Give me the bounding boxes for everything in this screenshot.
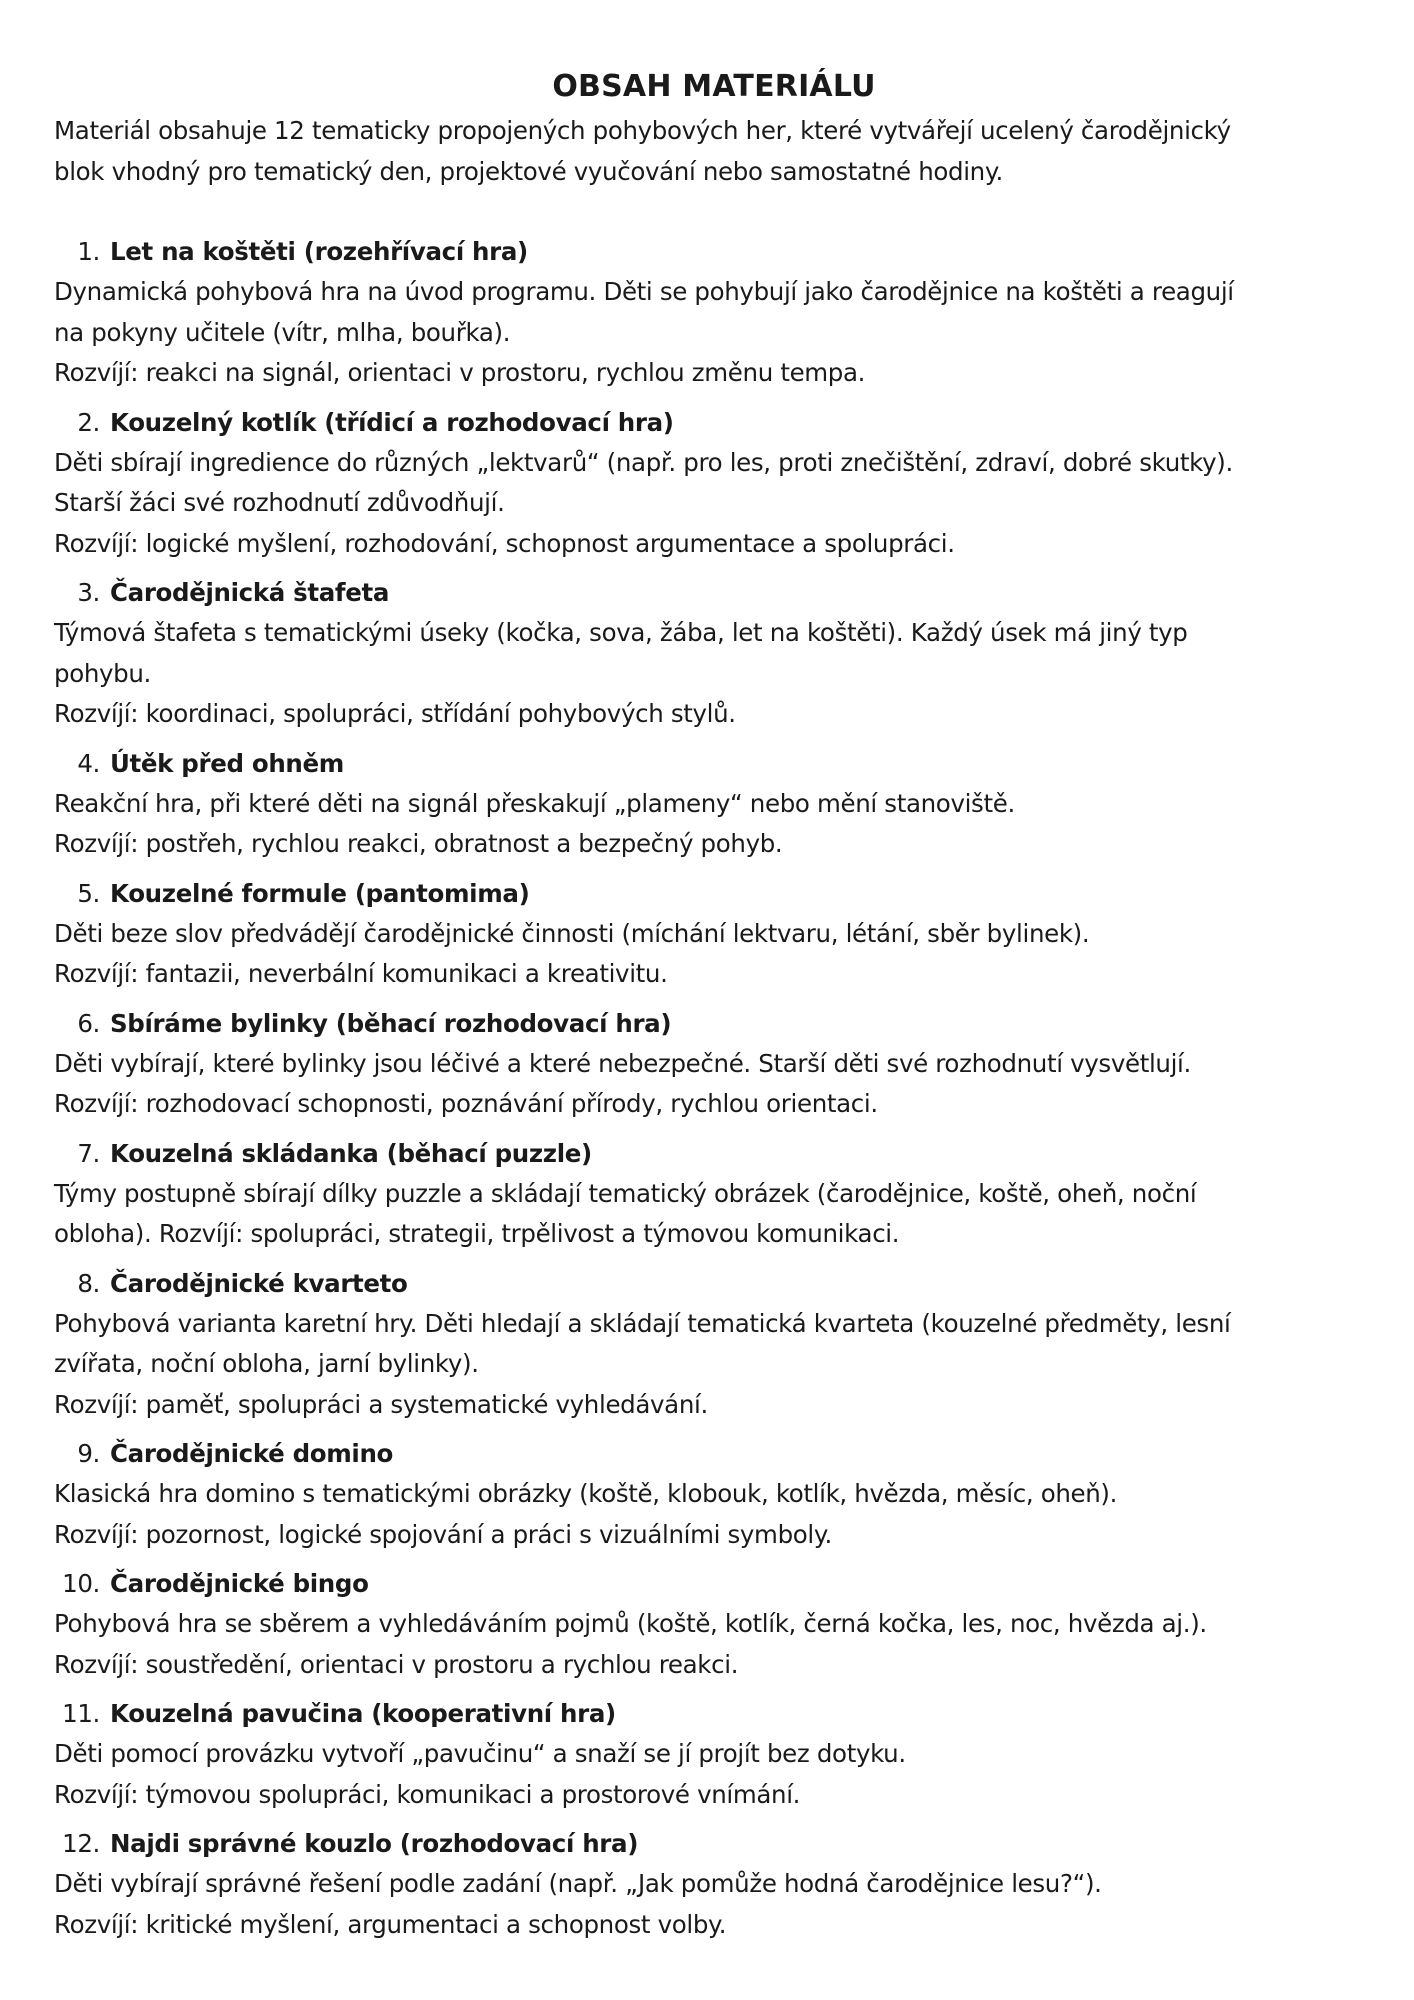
game-heading [54, 743, 1374, 784]
game-heading [54, 1003, 1374, 1044]
game-number: 2. [77, 407, 100, 437]
game-description-line: Týmy postupně sbírají dílky puzzle a skládají tematický obrázek (čarodějnice, koště, oheň, noční [54, 1178, 1197, 1208]
game-title: Útěk před ohněm [110, 748, 344, 778]
game-number: 5. [77, 878, 100, 908]
game-description-line: pohybu. [54, 658, 151, 688]
game-heading [54, 1263, 1374, 1304]
game-item-6 [54, 1003, 1374, 1125]
game-heading [54, 1693, 1374, 1734]
games-list [54, 231, 1374, 1945]
game-description-line: Rozvíjí: fantazii, neverbální komunikaci a kreativitu. [54, 959, 668, 988]
game-description-line: Rozvíjí: týmovou spolupráci, komunikaci a prostorové vnímání. [54, 1779, 801, 1809]
game-description-line: Pohybová varianta karetní hry. Děti hledají a skládají tematická kvarteta (kouzelné předměty, lesní [54, 1308, 1231, 1338]
game-description-line: Klasická hra domino s tematickými obrázky (koště, klobouk, kotlík, hvězda, měsíc, oheň). [54, 1479, 1118, 1508]
game-item-7 [54, 1133, 1374, 1255]
game-heading [54, 231, 1374, 272]
game-description [54, 1474, 1374, 1555]
game-description-line: Rozvíjí: kritické myšlení, argumentaci a schopnost volby. [54, 1909, 727, 1939]
game-heading [54, 1823, 1374, 1864]
game-description-line: Rozvíjí: rozhodovací schopnosti, poznávání přírody, rychlou orientaci. [54, 1089, 878, 1118]
game-description [54, 1604, 1374, 1685]
game-item-9 [54, 1433, 1374, 1555]
game-item-11 [54, 1693, 1374, 1815]
game-heading [54, 1133, 1374, 1174]
game-description-line: Týmová štafeta s tematickými úseky (kočka, sova, žába, let na koštěti). Každý úsek má jiný typ [54, 618, 1188, 647]
document-page [54, 66, 1374, 1953]
game-description-line: Rozvíjí: logické myšlení, rozhodování, schopnost argumentace a spolupráci. [54, 528, 955, 558]
game-description-line: na pokyny učitele (vítr, mlha, bouřka). [54, 317, 511, 347]
game-number: 3. [77, 578, 100, 607]
game-title: Kouzelné formule (pantomima) [110, 878, 530, 908]
game-title: Kouzelný kotlík (třídicí a rozhodovací hra) [110, 407, 674, 437]
game-number: 6. [77, 1008, 100, 1038]
game-title: Sbíráme bylinky (běhací rozhodovací hra) [110, 1008, 672, 1038]
game-description [54, 1734, 1374, 1815]
game-item-12 [54, 1823, 1374, 1945]
document-title: OBSAH MATERIÁLU [552, 69, 876, 104]
game-heading [54, 402, 1374, 443]
game-number: 4. [77, 748, 100, 778]
game-description-line: Děti sbírají ingredience do různých „lektvarů“ (např. pro les, proti znečištění, zdraví, dobré skutky). [54, 447, 1233, 477]
game-item-10 [54, 1563, 1374, 1685]
game-description-line: Děti vybírají správné řešení podle zadání (např. „Jak pomůže hodná čarodějnice lesu?“). [54, 1869, 1102, 1898]
game-heading [54, 1563, 1374, 1604]
game-description-line: Děti vybírají, které bylinky jsou léčivé a které nebezpečné. Starší děti své rozhodnutí vysvětlují. [54, 1048, 1191, 1078]
game-heading [54, 873, 1374, 914]
game-description [54, 613, 1374, 735]
game-description-line: zvířata, noční obloha, jarní bylinky). [54, 1349, 479, 1378]
game-description-line: Rozvíjí: koordinaci, spolupráci, střídání pohybových stylů. [54, 699, 736, 728]
game-title: Kouzelná pavučina (kooperativní hra) [110, 1699, 616, 1728]
game-number: 9. [77, 1439, 100, 1468]
game-description [54, 272, 1374, 394]
game-description [54, 1174, 1374, 1255]
game-title: Čarodějnická štafeta [110, 578, 390, 607]
game-description [54, 1304, 1374, 1426]
game-number: 10. [62, 1569, 100, 1598]
game-description-line: Starší žáci své rozhodnutí zdůvodňují. [54, 488, 505, 517]
game-title: Najdi správné kouzlo (rozhodovací hra) [110, 1829, 639, 1858]
intro-line: blok vhodný pro tematický den, projektové vyučování nebo samostatné hodiny. [54, 157, 1003, 186]
game-number: 8. [77, 1268, 100, 1298]
game-description-line: Děti pomocí provázku vytvoří „pavučinu“ a snaží se jí projít bez dotyku. [54, 1739, 906, 1768]
game-heading [54, 572, 1374, 613]
game-description [54, 1864, 1374, 1945]
game-item-2 [54, 402, 1374, 565]
game-description [54, 443, 1374, 565]
game-title: Čarodějnické bingo [110, 1569, 369, 1598]
game-heading [54, 1433, 1374, 1474]
game-item-8 [54, 1263, 1374, 1426]
game-description-line: Děti beze slov předvádějí čarodějnické činnosti (míchání lektvaru, létání, sběr bylinek). [54, 918, 1090, 948]
game-description-line: Reakční hra, při které děti na signál přeskakují „plameny“ nebo mění stanoviště. [54, 788, 1015, 818]
game-description-line: Rozvíjí: reakci na signál, orientaci v prostoru, rychlou změnu tempa. [54, 358, 866, 387]
game-description-line: obloha). Rozvíjí: spolupráci, strategii, trpělivost a týmovou komunikaci. [54, 1219, 900, 1248]
game-description-line: Dynamická pohybová hra na úvod programu. Děti se pohybují jako čarodějnice na koštěti a reagují [54, 277, 1234, 306]
game-title: Čarodějnické kvarteto [110, 1268, 408, 1298]
game-description-line: Rozvíjí: soustředění, orientaci v prostoru a rychlou reakci. [54, 1649, 739, 1679]
game-item-3 [54, 572, 1374, 735]
game-description [54, 1044, 1374, 1125]
game-description-line: Rozvíjí: postřeh, rychlou reakci, obratnost a bezpečný pohyb. [54, 829, 783, 858]
game-item-4 [54, 743, 1374, 865]
game-description [54, 784, 1374, 865]
game-item-1 [54, 231, 1374, 394]
game-title: Kouzelná skládanka (běhací puzzle) [110, 1138, 592, 1168]
game-number: 12. [62, 1829, 100, 1858]
game-description [54, 914, 1374, 995]
intro-line: Materiál obsahuje 12 tematicky propojených pohybových her, které vytvářejí ucelený čarodějnický [54, 116, 1231, 145]
game-item-5 [54, 873, 1374, 995]
game-number: 7. [77, 1138, 100, 1168]
game-description-line: Rozvíjí: pozornost, logické spojování a práci s vizuálními symboly. [54, 1519, 832, 1549]
game-description-line: Pohybová hra se sběrem a vyhledáváním pojmů (koště, kotlík, černá kočka, les, noc, hvězda aj.). [54, 1609, 1207, 1638]
game-title: Čarodějnické domino [110, 1439, 394, 1468]
intro-paragraph [54, 110, 1374, 192]
game-number: 1. [77, 237, 100, 266]
game-title: Let na koštěti (rozehřívací hra) [110, 237, 528, 266]
game-description-line: Rozvíjí: paměť, spolupráci a systematické vyhledávání. [54, 1389, 708, 1419]
game-number: 11. [62, 1699, 100, 1728]
